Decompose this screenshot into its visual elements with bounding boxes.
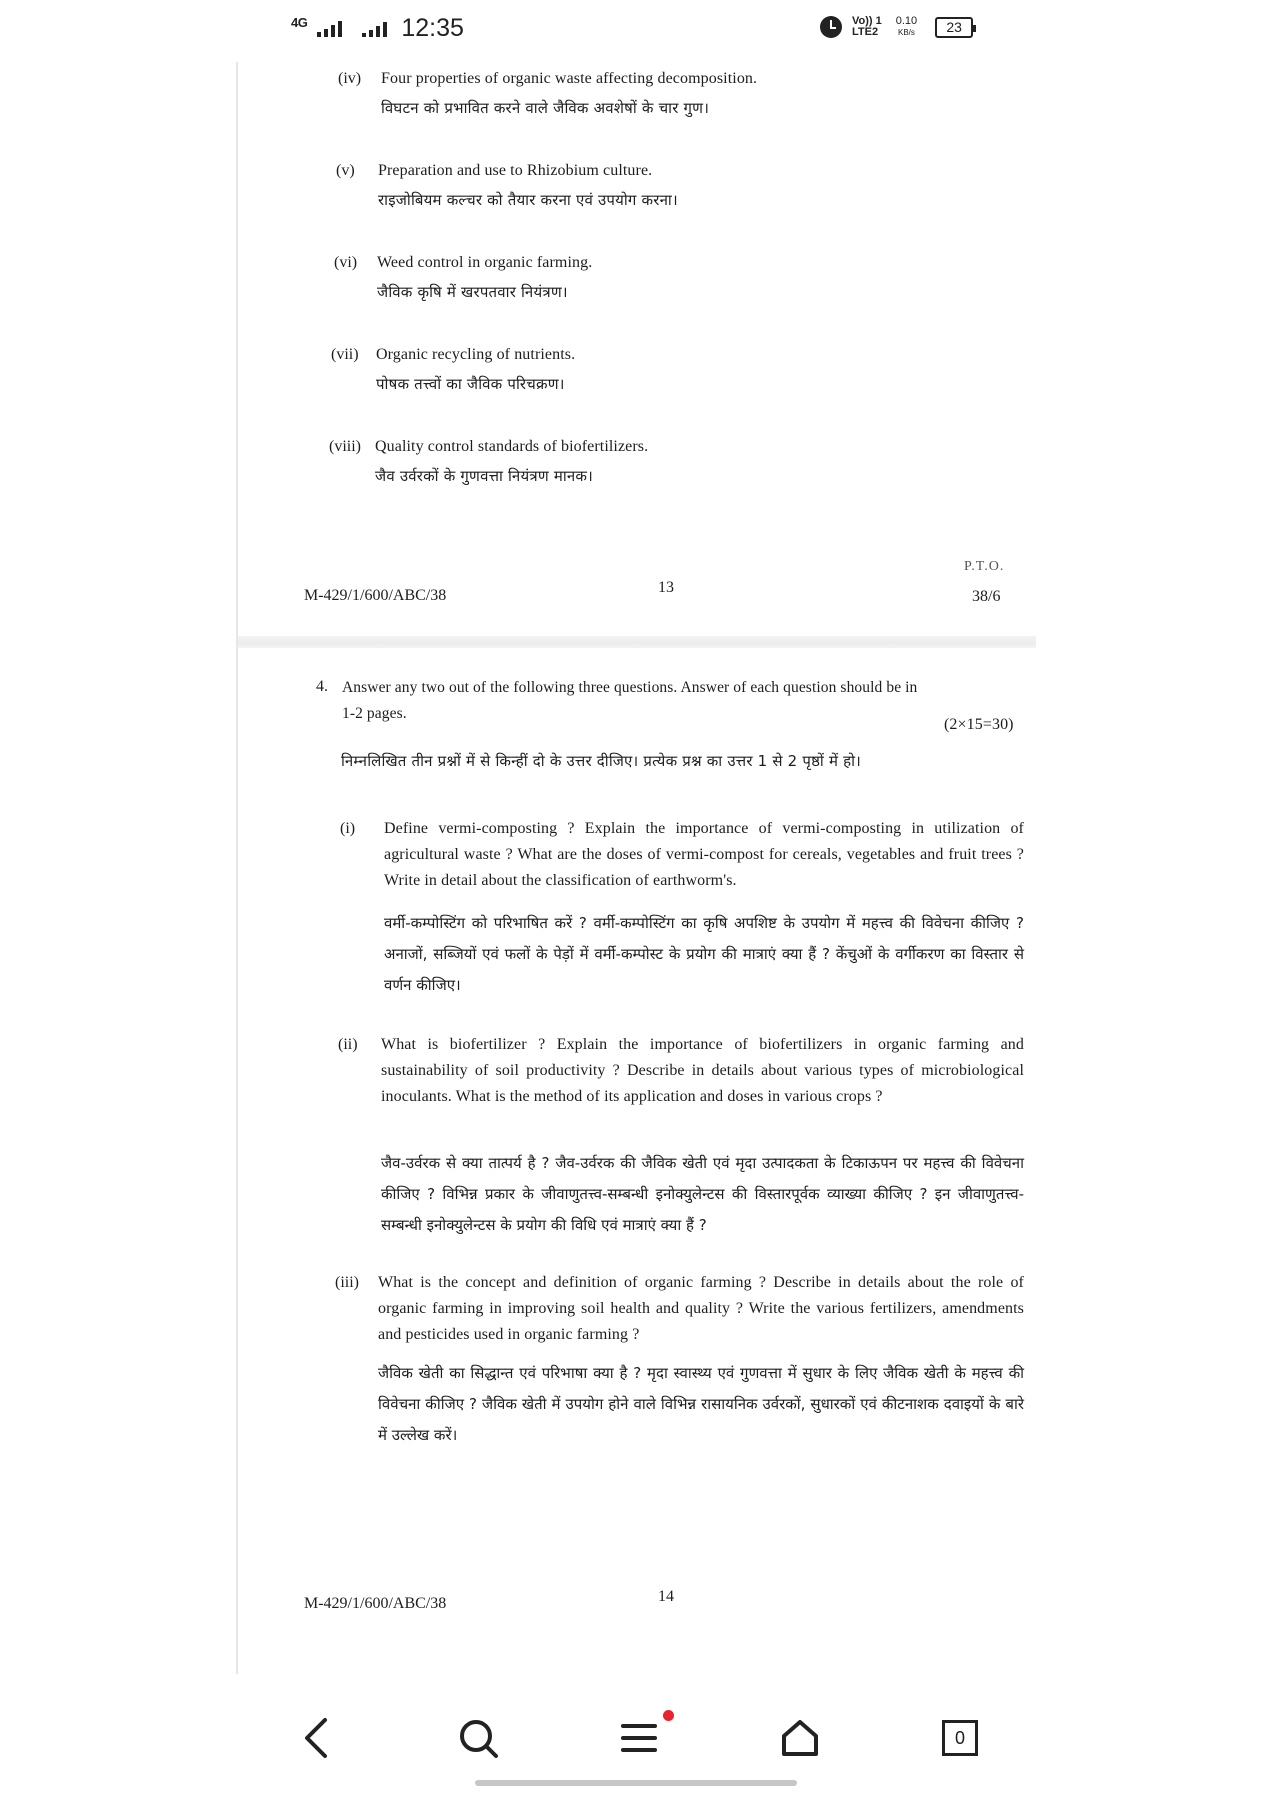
item-number: (vi) [334, 254, 358, 271]
item-text-en: Quality control standards of biofertilizers. [375, 438, 649, 455]
question-number: (ii) [338, 1036, 358, 1053]
item-text-en: Weed control in organic farming. [377, 254, 593, 271]
speed-value: 0.10 [895, 15, 918, 27]
paper-code: M-429/1/600/ABC/38 [304, 1595, 447, 1612]
speed-unit: KB/s [898, 28, 915, 37]
item-number: (viii) [329, 438, 361, 455]
network-type: 4G [291, 15, 308, 30]
question-number: (iii) [335, 1274, 359, 1291]
question-number: 4. [316, 678, 328, 695]
item-text-hi: जैव उर्वरकों के गुणवत्ता नियंत्रण मानक। [375, 467, 594, 485]
home-icon [778, 1716, 822, 1760]
item-number: (v) [336, 162, 355, 179]
status-left [291, 14, 464, 43]
item-text-en: Organic recycling of nutrients. [376, 346, 576, 363]
volte-bottom: LTE2 [852, 26, 879, 38]
question-text-en: What is biofertilizer ? Explain the importance of biofertilizers in organic farming and sustainability of soil productivity ? Describe in details about various types of microbiological inoculants. What is the method of its application and doses in various crops ? [381, 1036, 1024, 1105]
back-button[interactable] [287, 1708, 347, 1768]
menu-button[interactable] [609, 1708, 669, 1768]
item-text-en: Preparation and use to Rhizobium culture. [378, 162, 653, 179]
pto-mark: P.T.O. [964, 559, 1005, 574]
marks: (2×15=30) [944, 716, 1014, 733]
item-text-hi: विघटन को प्रभावित करने वाले जैविक अवशेषों के चार गुण। [381, 99, 710, 117]
document-page-14[interactable] [238, 648, 1036, 1678]
instruction-line-2: 1-2 pages. [342, 705, 407, 722]
alarm-icon [820, 16, 842, 38]
page-number: 14 [658, 1588, 674, 1605]
paper-code: M-429/1/600/ABC/38 [304, 587, 447, 604]
question-text-hi: वर्मी-कम्पोस्टिंग को परिभाषित करें ? वर्मी-कम्पोस्टिंग का कृषि अपशिष्ट के उपयोग में महत्त्व की विवेचना कीजिए ? अनाजों, सब्जियों एवं फलों के पेड़ों में वर्मी-कम्पोस्ट के प्रयोग की मात्राएं क्या हैं ? केंचुओं के वर्गीकरण का विस्तार से वर्णन कीजिए। [384, 914, 1024, 994]
document-page-13[interactable] [238, 62, 1036, 640]
menu-icon [619, 1720, 659, 1756]
home-indicator[interactable] [475, 1780, 797, 1786]
volte-top: Vo)) 1 [852, 15, 882, 27]
question-text-en: Define vermi-composting ? Explain the importance of vermi-composting in utilization of agricultural waste ? What are the doses of vermi-compost for cereals, vegetables and fruit trees ? Write in detail about the classification of earthworm's. [384, 820, 1024, 889]
tabs-button[interactable] [930, 1708, 990, 1768]
question-text-en: What is the concept and definition of organic farming ? Describe in details about the role of organic farming in improving soil health and quality ? Write the various fertilizers, amendments and pesticides used in organic farming ? [378, 1274, 1024, 1343]
question-text-hi: जैविक खेती का सिद्धान्त एवं परिभाषा क्या है ? मृदा स्वास्थ्य एवं गुणवत्ता में सुधार के लिए जैविक खेती के महत्त्व की विवेचना कीजिए ? जैविक खेती में उपयोग होने वाले विभिन्न रासायनिक उर्वरकों, सुधारकों एवं कीटनाशक दवाइयों के बारे में उल्लेख करें। [378, 1364, 1024, 1444]
item-text-hi: पोषक तत्त्वों का जैविक परिचक्रण। [376, 375, 565, 393]
page-number: 13 [658, 579, 674, 596]
volte-indicator [852, 16, 882, 38]
item-text-en: Four properties of organic waste affecting decomposition. [381, 70, 758, 87]
item-text-hi: राइजोबियम कल्चर को तैयार करना एवं उपयोग करना। [378, 191, 678, 209]
item-number: (iv) [338, 70, 362, 87]
tabs-count: 0 [954, 1727, 965, 1748]
battery-level: 23 [946, 19, 962, 35]
search-button[interactable] [448, 1708, 508, 1768]
tabs-icon [942, 1720, 978, 1756]
instruction-hi: निम्नलिखित तीन प्रश्नों में से किन्हीं दो के उत्तर दीजिए। प्रत्येक प्रश्न का उत्तर 1 से 2 पृष्ठों में हो। [341, 752, 862, 770]
clock: 12:35 [401, 14, 464, 42]
item-text-hi: जैविक कृषि में खरपतवार नियंत्रण। [377, 283, 568, 301]
signal-sim1-icon [317, 21, 342, 37]
signal-sim2-icon [362, 21, 387, 37]
question-text-hi: जैव-उर्वरक से क्या तात्पर्य है ? जैव-उर्वरक की जैविक खेती एवं मृदा उत्पादकता के टिकाऊपन पर महत्त्व की विवेचना कीजिए ? विभिन्न प्रकार के जीवाणुतत्त्व-सम्बन्धी इनोक्युलेन्टस की विस्तारपूर्वक व्याख्या कीजिए ? इन जीवाणुतत्त्व-सम्बन्धी इनोक्युलेन्टस के प्रयोग की विधि एवं मात्राएं क्या हैं ? [381, 1154, 1024, 1234]
back-icon [297, 1716, 337, 1760]
network-speed [896, 16, 917, 38]
battery-icon [935, 17, 973, 38]
search-icon [456, 1716, 500, 1760]
item-number: (vii) [331, 346, 359, 363]
series-code: 38/6 [972, 588, 1001, 605]
status-right [820, 16, 973, 38]
notification-dot [663, 1710, 674, 1721]
instruction-line-1: Answer any two out of the following three questions. Answer of each question should be in [342, 679, 918, 696]
home-button[interactable] [770, 1708, 830, 1768]
status-bar [0, 0, 1272, 60]
question-number: (i) [340, 820, 356, 837]
